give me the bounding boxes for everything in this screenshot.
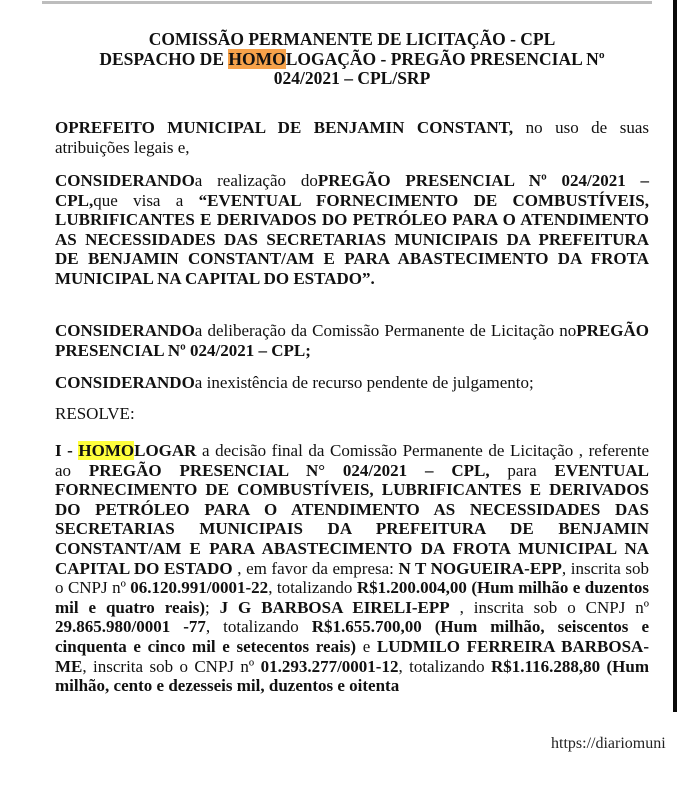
document-page: [55, 29, 650, 696]
cnpj-number: 29.865.980/0001 -77: [55, 617, 206, 637]
search-highlight: HOMO: [228, 48, 286, 69]
right-edge-bar: [673, 0, 677, 712]
paragraph-considerando-2: CONSIDERANDOa deliberação da Comissão Permanente de Licitação noPREGÃO PRESENCIAL Nº 024/2021 – CPL;: [55, 321, 649, 360]
cnpj-number: 01.293.277/0001-12: [260, 656, 399, 676]
company-name: J G BARBOSA EIRELI-EPP: [219, 597, 450, 617]
top-rule: [42, 1, 652, 4]
document-title: [55, 30, 649, 89]
total-value: R$1.116.288,80 (Hum milhão, cento e dezesseis mil, duzentos e oitenta: [55, 656, 650, 696]
footer-url-link[interactable]: https://diariomuni: [551, 735, 666, 752]
paragraph-homologar: I - HOMOLOGAR a decisão final da Comissão Permanente de Licitação , referente ao PREGÃO PRESENCIAL N° 024/2021 – CPL, para EVENTUAL FORNECIMENTO DE COMBUSTÍVEIS, LUBRIFICANTES E DERIVADOS DO PETRÓLEO PARA O ATENDIMENTO AS NECESSIDADES DAS SECRETARIAS MUNICIPAIS DA PREFEITURA DE BENJAMIN CONSTANT/AM E PARA ABASTECIMENTO DA FROTA MUNICIPAL NA CAPITAL DO ESTADO , em favor da empresa: N T NOGUEIRA-EPP, inscrita sob o CNPJ nº 06.120.991/0001-22, totalizando R$1.200.004,00 (Hum milhão e duzentos mil e quatro reais); J G BARBOSA EIRELI-EPP , inscrita sob o CNPJ nº 29.865.980/0001 -77, totalizando R$1.655.700,00 (Hum milhão, seiscentos e cinquenta e cinco mil e setecentos reais) e LUDMILO FERREIRA BARBOSA-ME, inscrita sob o CNPJ nº 01.293.277/0001-12, totalizando R$1.116.288,80 (Hum milhão, cento e dezesseis mil, duzentos e oitenta: [55, 441, 650, 696]
search-highlight: HOMO: [78, 441, 135, 460]
cnpj-number: 06.120.991/0001-22: [130, 578, 269, 598]
total-value: R$1.655.700,00 (Hum milhão, seiscentos e cinquenta e cinco mil e setecentos reais): [55, 617, 649, 656]
paragraph-considerando-1: CONSIDERANDOa realização doPREGÃO PRESENCIAL Nº 024/2021 – CPL,que visa a “EVENTUAL FORNECIMENTO DE COMBUSTÍVEIS, LUBRIFICANTES E DERIVADOS DO PETRÓLEO PARA O ATENDIMENTO AS NECESSIDADES DAS SECRETARIAS MUNICIPAIS DA PREFEITURA DE BENJAMIN CONSTANT/AM E PARA ABASTECIMENTO DA FROTA MUNICIPAL NA CAPITAL DO ESTADO”.: [55, 171, 649, 288]
company-name: N T NOGUEIRA-EPP: [398, 558, 562, 578]
company-name: LUDMILO FERREIRA BARBOSA-ME: [55, 636, 649, 676]
title-line-1: COMISSÃO PERMANENTE DE LICITAÇÃO - CPL: [148, 29, 556, 49]
paragraph-resolve: RESOLVE:: [55, 404, 135, 423]
paragraph-prefeito: OPREFEITO MUNICIPAL DE BENJAMIN CONSTANT, no uso de suas atribuições legais e,: [55, 118, 649, 157]
title-line-3: 024/2021 – CPL/SRP: [273, 68, 431, 88]
total-value: R$1.200.004,00 (Hum milhão e duzentos mil e quatro reais): [55, 578, 649, 617]
title-line-2: DESPACHO DE HOMOLOGAÇÃO - PREGÃO PRESENCIAL Nº: [99, 48, 605, 69]
paragraph-considerando-3: CONSIDERANDOa inexistência de recurso pendente de julgamento;: [55, 373, 534, 392]
